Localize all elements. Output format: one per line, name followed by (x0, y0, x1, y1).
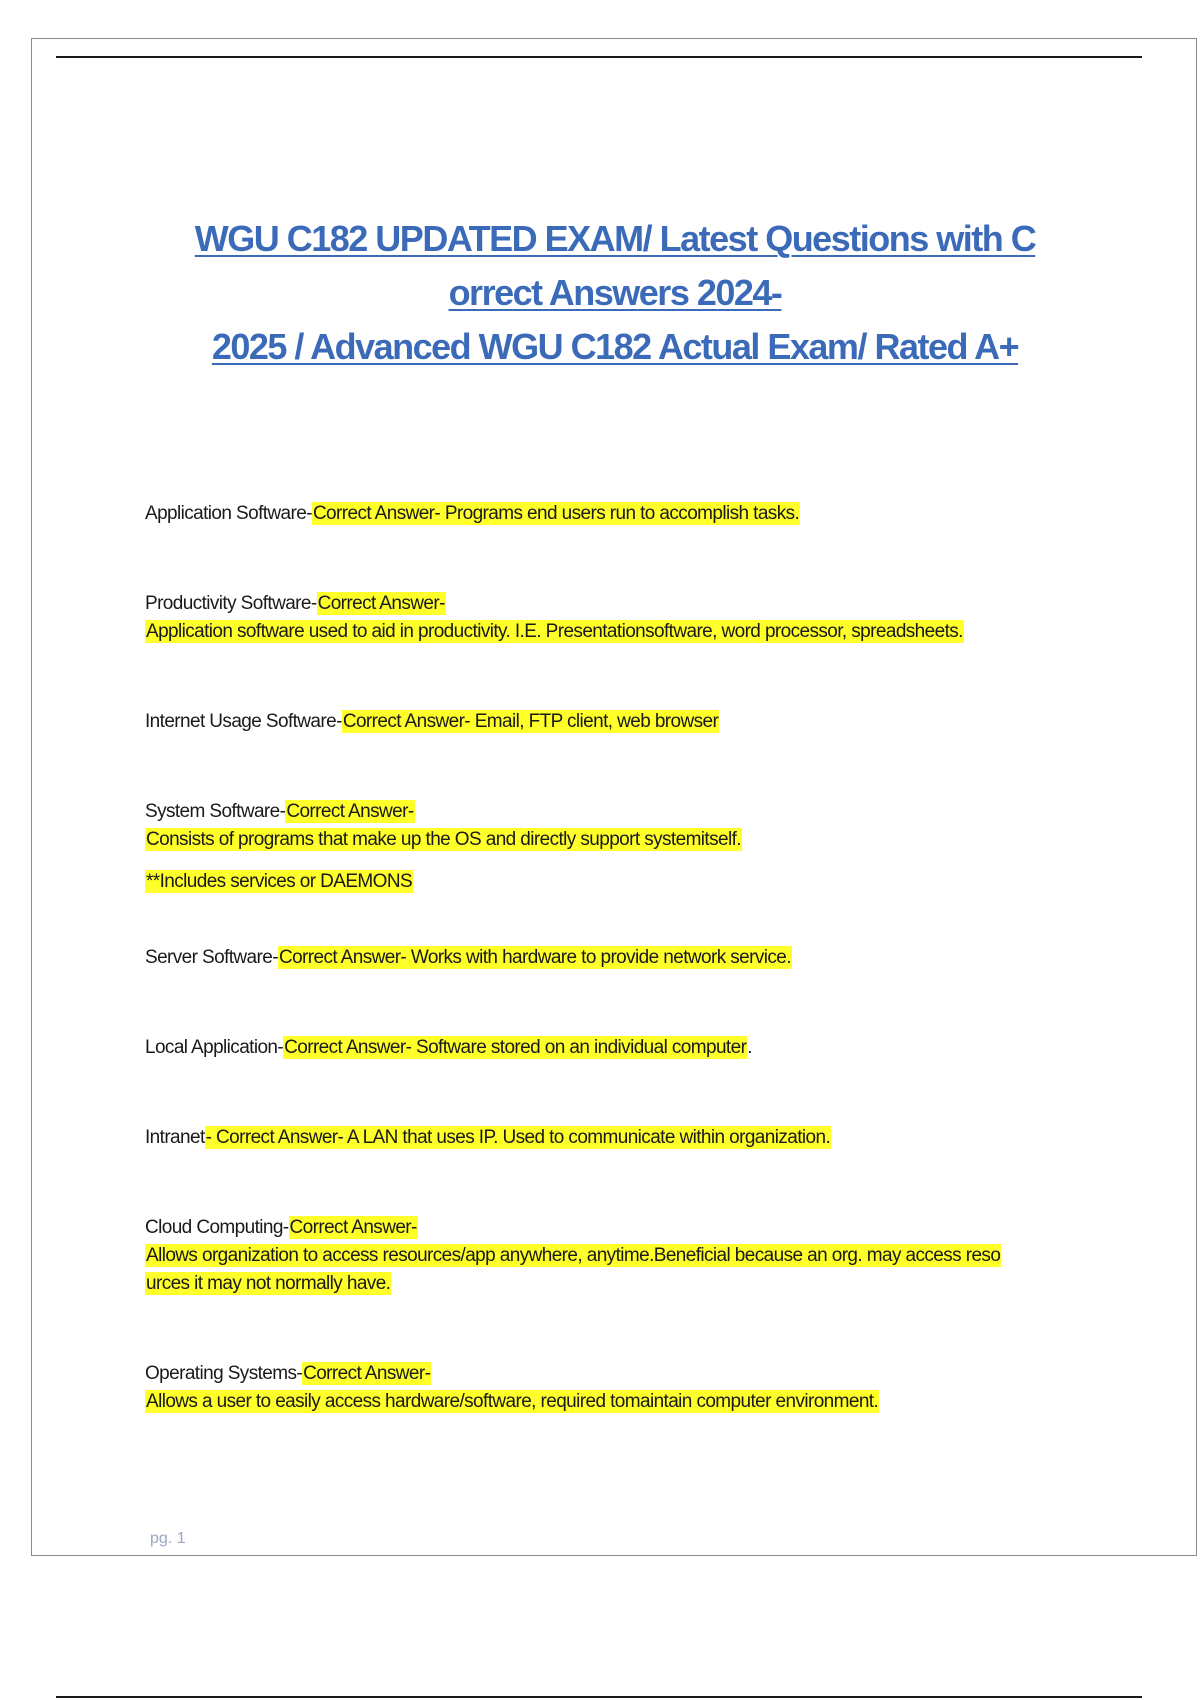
answer-label: Correct Answer- (284, 1037, 412, 1058)
answer-text: Email, FTP client, web browser (470, 711, 719, 732)
title-line-3: 2025 / Advanced WGU C182 Actual Exam/ Rated A+ (211, 326, 1019, 368)
qa-term: Internet Usage Software- (145, 711, 342, 732)
answer-label: - Correct Answer- (205, 1127, 344, 1148)
qa-term: Cloud Computing- (145, 1217, 289, 1238)
answer-text: Consists of programs that make up the OS and directly support systemitself. (146, 829, 741, 850)
qa-item-application-software (145, 500, 1105, 528)
answer-text-continued: urces it may not normally have. (146, 1273, 391, 1294)
header-rule (56, 56, 1142, 58)
qa-item-local-application (145, 1034, 1105, 1062)
title-line-1: WGU C182 UPDATED EXAM/ Latest Questions with C (194, 218, 1036, 260)
qa-item-intranet (145, 1124, 1105, 1152)
qa-item-productivity-software (145, 590, 1105, 646)
qa-term: Intranet (145, 1127, 205, 1148)
answer-text: Application software used to aid in productivity. I.E. Presentationsoftware, word processor, spreadsheets. (146, 621, 963, 642)
qa-term: Operating Systems- (145, 1363, 303, 1384)
qa-answer (342, 710, 719, 733)
answer-text: Programs end users run to accomplish tasks. (440, 503, 800, 524)
answer-label: Correct Answer- (286, 801, 414, 822)
answer-label: Correct Answer- (303, 1363, 431, 1384)
answer-note: **Includes services or DAEMONS (146, 871, 413, 892)
answer-text: Allows a user to easily access hardware/software, required tomaintain computer environment. (146, 1391, 879, 1412)
answer-label: Correct Answer- (317, 593, 445, 614)
qa-term: Local Application- (145, 1037, 284, 1058)
title-line-2: orrect Answers 2024- (448, 272, 782, 314)
qa-item-internet-usage-software (145, 708, 1105, 736)
answer-label: Correct Answer- (289, 1217, 417, 1238)
qa-answer (283, 1036, 747, 1059)
answer-label: Correct Answer- (342, 711, 471, 732)
answer-text: Software stored on an individual computer (411, 1037, 747, 1058)
answer-label: Correct Answer- (312, 503, 441, 524)
qa-item-server-software (145, 944, 1105, 972)
document-title (150, 212, 1080, 374)
answer-text: A LAN that uses IP. Used to communicate within organization. (343, 1127, 831, 1148)
answer-trailing: . (747, 1037, 752, 1058)
qa-answer (312, 502, 800, 525)
qa-term: Application Software- (145, 503, 312, 524)
qa-item-system-software (145, 798, 1105, 896)
qa-list (145, 500, 1105, 1416)
page-number: pg. 1 (150, 1530, 186, 1547)
qa-item-cloud-computing (145, 1214, 1105, 1298)
qa-item-operating-systems (145, 1360, 1105, 1416)
qa-term: System Software- (145, 801, 286, 822)
qa-answer (278, 946, 792, 969)
answer-text: Allows organization to access resources/app anywhere, anytime.Beneficial because an org. may access reso (146, 1245, 1001, 1266)
qa-term: Server Software- (145, 947, 278, 968)
next-page-header-rule (56, 1696, 1142, 1698)
qa-term: Productivity Software- (145, 593, 317, 614)
answer-label: Correct Answer- (278, 947, 407, 968)
qa-answer (205, 1126, 832, 1149)
answer-text: Works with hardware to provide network service. (406, 947, 791, 968)
